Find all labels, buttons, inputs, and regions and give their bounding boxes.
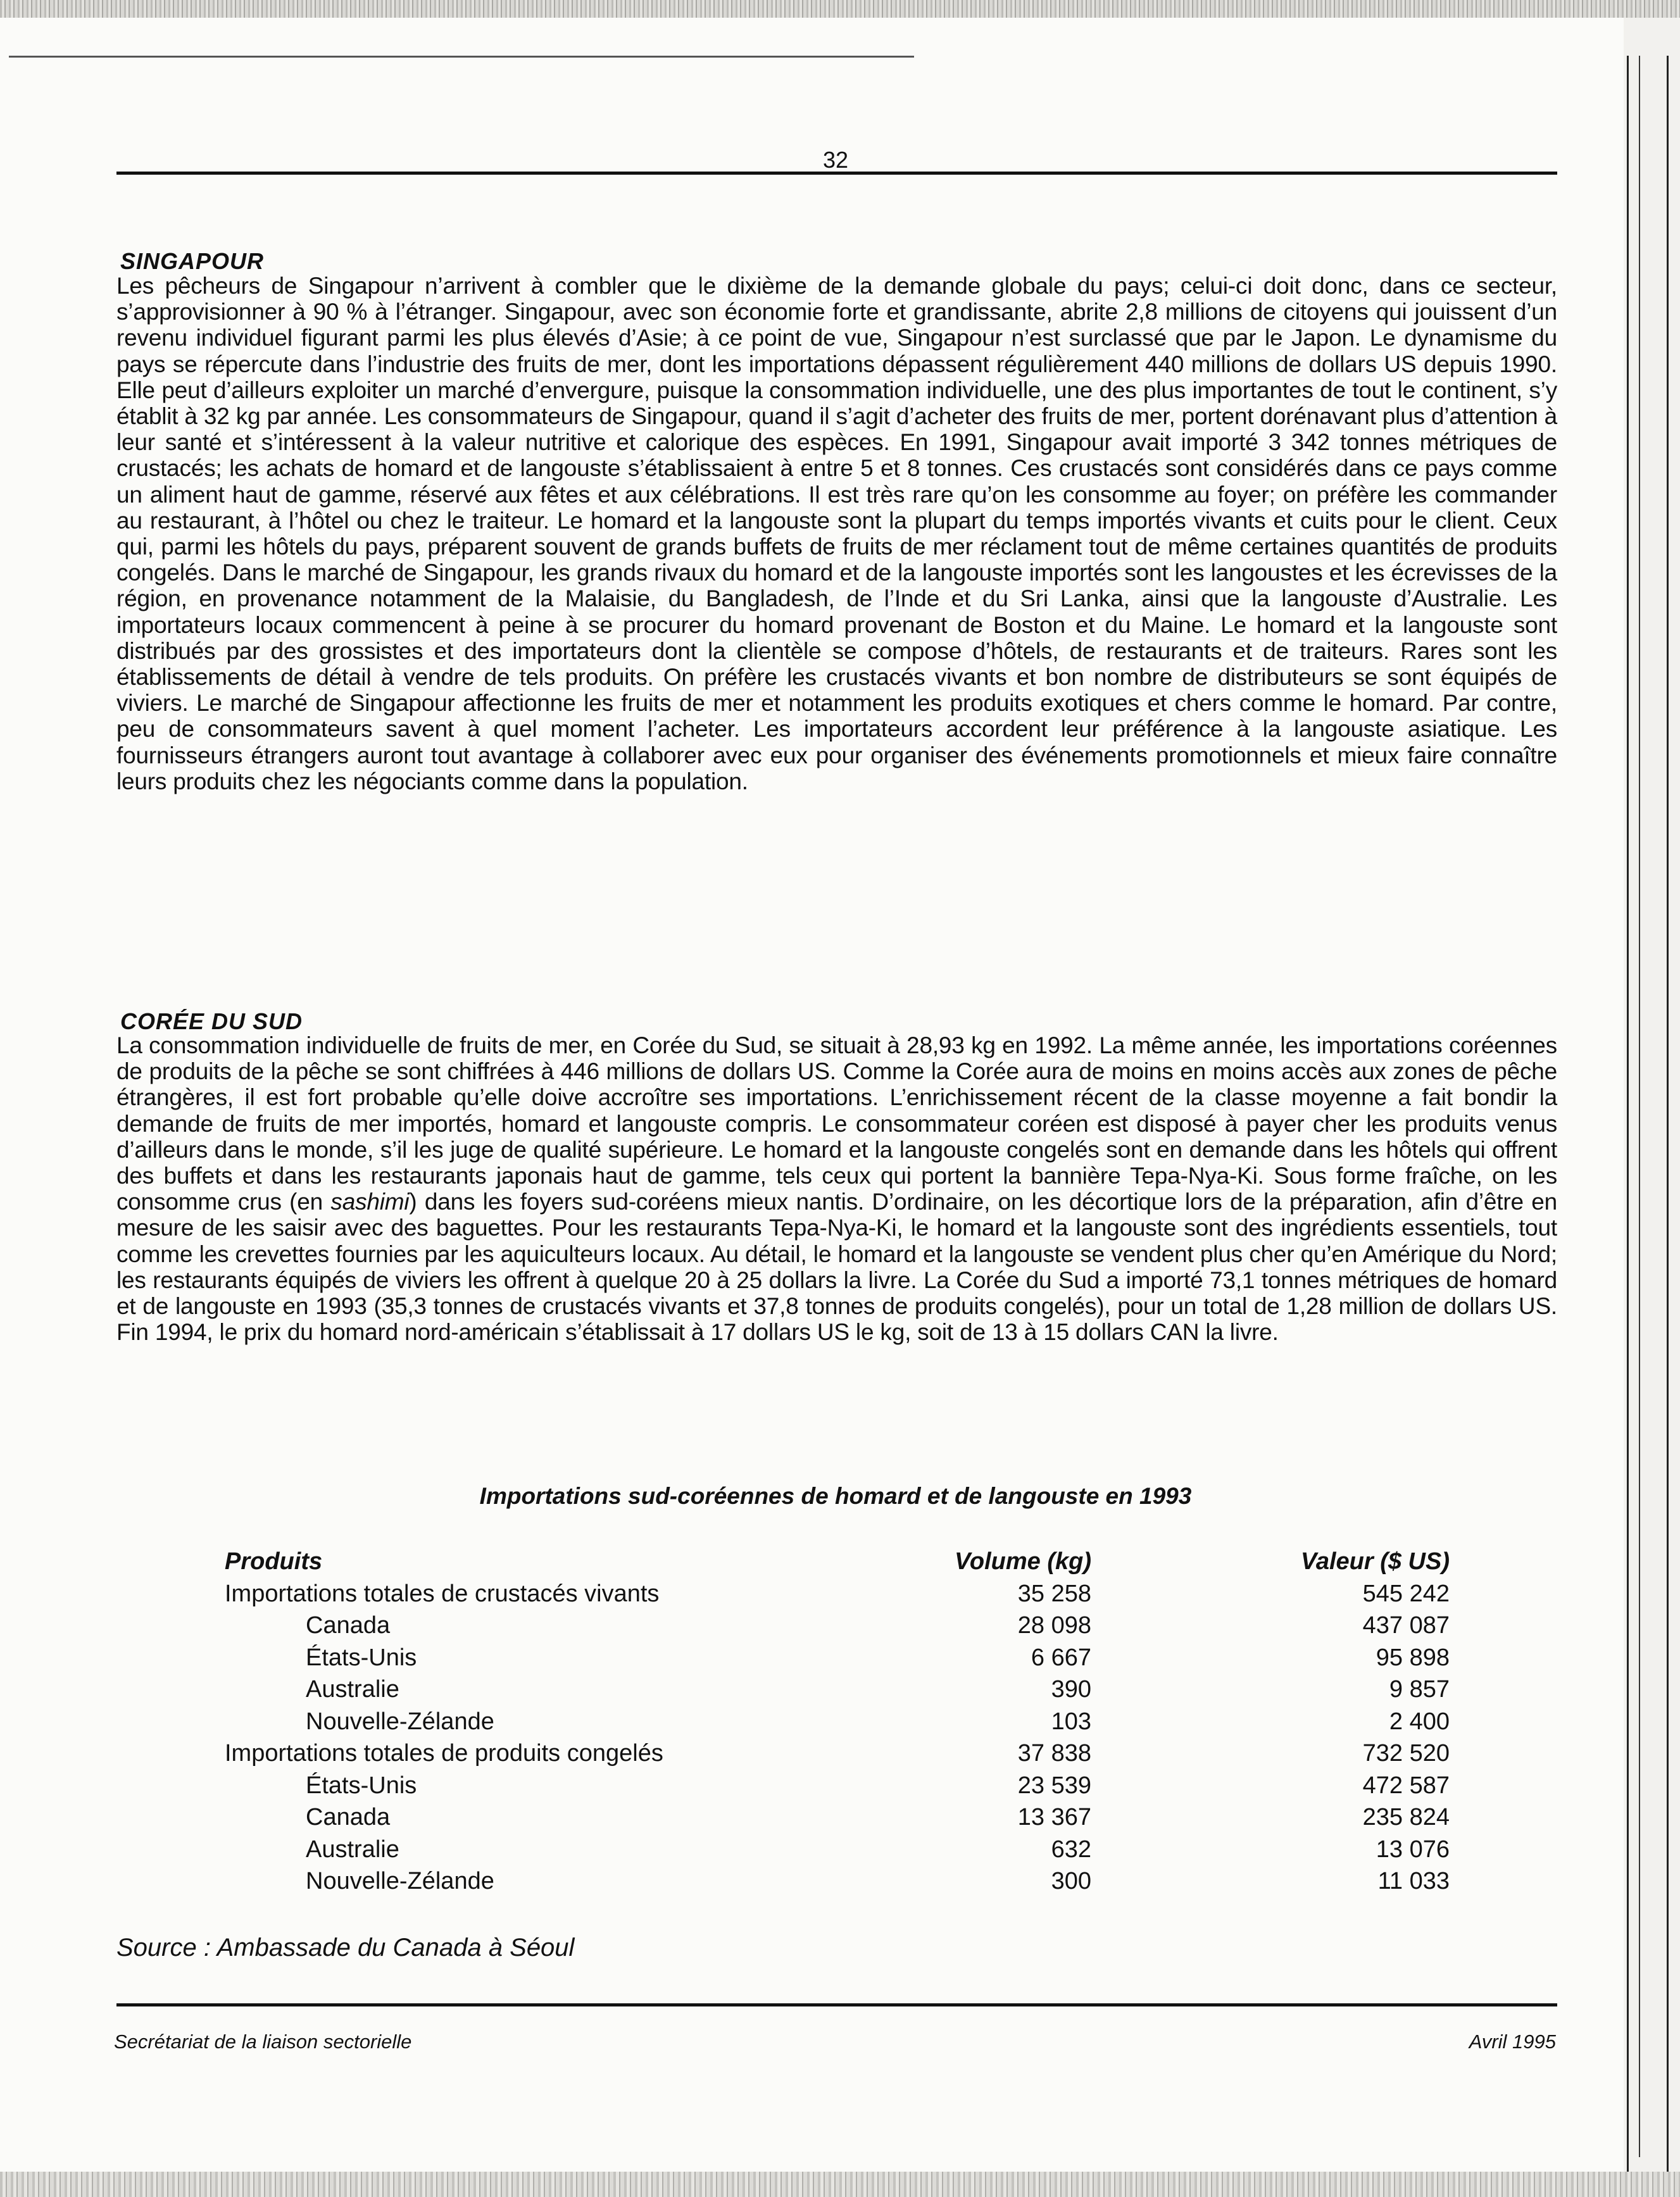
row-volume: 23 539 (1017, 1772, 1091, 1799)
table-source: Source : Ambassade du Canada à Séoul (116, 1934, 575, 1962)
column-header-volume: Volume (kg) (954, 1548, 1091, 1575)
row-value: 9 857 (1389, 1676, 1450, 1703)
row-label: Canada (306, 1804, 391, 1831)
row-volume: 37 838 (1017, 1740, 1091, 1767)
row-volume: 632 (1051, 1836, 1091, 1863)
row-volume: 103 (1051, 1708, 1091, 1735)
row-volume: 35 258 (1017, 1580, 1091, 1607)
imports-table (225, 1546, 1450, 1898)
row-value: 11 033 (1377, 1868, 1450, 1894)
table-row (225, 1674, 1450, 1706)
binder-edge (1627, 56, 1669, 2184)
scan-edge-top (0, 0, 1680, 18)
footer-date: Avril 1995 (1469, 2031, 1556, 2053)
table-row (225, 1610, 1450, 1642)
row-value: 732 520 (1362, 1740, 1450, 1767)
row-value: 13 076 (1376, 1836, 1450, 1863)
row-value: 437 087 (1362, 1612, 1450, 1639)
row-label: États-Unis (306, 1772, 417, 1799)
row-label: Nouvelle-Zélande (306, 1708, 494, 1735)
row-label: Importations totales de crustacés vivants (225, 1580, 660, 1607)
row-volume: 300 (1051, 1868, 1091, 1894)
table-row (225, 1834, 1450, 1866)
row-label: Importations totales de produits congelés (225, 1740, 663, 1767)
row-value: 95 898 (1376, 1644, 1450, 1671)
body-text-part: ) dans les foyers sud-coréens mieux nantis. D’ordinaire, on les décortique lors de la préparation, afin d’être en mesure de les saisir avec des baguettes. Pour les restaurants Tepa-Nya-Ki, le homard et la langouste sont des ingrédients essentiels, tout comme les crevettes fournies par les aquiculteurs locaux. Au détail, le homard et la langouste se vendent plus cher qu’en Amérique du Nord; les restaurants équipés de viviers les offrent à quelque 20 à 25 dollars la livre. La Corée du Sud a importé 73,1 tonnes métriques de homard et de langouste en 1993 (35,3 tonnes de crustacés vivants et 37,8 tonnes de produits congelés), pour un total de 1,28 million de dollars US. Fin 1994, le prix du homard nord-américain s’établissait à 17 dollars US le kg, soit de 13 à 15 dollars CAN la livre. (116, 1189, 1557, 1346)
column-header-produits: Produits (225, 1548, 323, 1575)
table-row (225, 1770, 1450, 1802)
scan-edge-bottom (0, 2172, 1680, 2197)
row-value: 235 824 (1362, 1804, 1450, 1831)
table-row (225, 1706, 1450, 1738)
body-text-part: La consommation individuelle de fruits de mer, en Corée du Sud, se situait à 28,93 kg en 1992. La même année, les importations coréennes de produits de la pêche se sont chiffrées à 446 millions de dollars US. Comme la Corée aura de moins en moins accès aux zones de pêche étrangères, il est fort probable qu’elle doive accroître ses importations. L’enrichissement récent de la classe moyenne a fait bondir la demande de fruits de mer importés, homard et langouste compris. Le consommateur coréen est disposé à payer cher les produits venus d’ailleurs dans le monde, s’il les juge de qualité supérieure. Le homard et la langouste congelés sont en demande dans les hôtels qui offrent des buffets et dans les restaurants japonais haut de gamme, tels ceux qui portent la bannière Tepa-Nya-Ki. Sous forme fraîche, on les consomme crus (en (116, 1032, 1557, 1215)
section-body-coree-du-sud (116, 1032, 1557, 1345)
body-text-italic: sashimi (330, 1189, 410, 1215)
row-label: Australie (306, 1836, 399, 1863)
row-label: Australie (306, 1676, 399, 1703)
table-row (225, 1737, 1450, 1770)
table-row (225, 1642, 1450, 1674)
row-value: 472 587 (1362, 1772, 1450, 1799)
table-row (225, 1578, 1450, 1610)
section-body-singapour: Les pêcheurs de Singapour n’arrivent à combler que le dixième de la demande globale du pays; celui-ci doit donc, dans ce secteur, s’approvisionner à 90 % à l’étranger. Singapour, avec son économie forte et grandissante, abrite 2,8 millions de citoyens qui jouissent d’un revenu individuel figurant parmi les plus élevés d’Asie; à ce point de vue, Singapour n’est surclassé que par le Japon. Le dynamisme du pays se répercute dans l’industrie des fruits de mer, dont les importations dépassent régulièrement 440 millions de dollars US depuis 1990. Elle peut d’ailleurs exploiter un marché d’envergure, puisque la consommation individuelle, une des plus importantes de tout le continent, s’y établit à 32 kg par année. Les consommateurs de Singapour, quand il s’agit d’acheter des fruits de mer, portent dorénavant plus d’attention à leur santé et s’intéressent à la valeur nutritive et calorique des espèces. En 1991, Singapour avait importé 3 342 tonnes métriques de crustacés; les achats de homard et de langouste s’établissaient à entre 5 et 8 tonnes. Ces crustacés sont considérés dans ce pays comme un aliment haut de gamme, réservé aux fêtes et aux célébrations. Il est très rare qu’on les consomme au foyer; on préfère les commander au restaurant, à l’hôtel ou chez le traiteur. Le homard et la langouste sont la plupart du temps importés vivants et cuits pour le client. Ceux qui, parmi les hôtels du pays, préparent souvent de grands buffets de fruits de mer réclament tout de même certaines quantités de produits congelés. Dans le marché de Singapour, les grands rivaux du homard et de la langouste importés sont les langoustes et les écrevisses de la région, en provenance notamment de la Malaisie, du Bangladesh, de l’Inde et du Sri Lanka, ainsi que la langouste d’Australie. Les importateurs locaux commencent à peine à se procurer du homard provenant de Boston et du Maine. Le homard et la langouste sont distribués par des grossistes et des importateurs dont la clientèle se compose d’hôtels, de restaurants et de traiteurs. Rares sont les établissements de détail à vendre de tels produits. On préfère les crustacés vivants et bon nombre de distributeurs se sont équipés de viviers. Le marché de Singapour affectionne les fruits de mer et notamment les produits exotiques et chers comme le homard. Par contre, peu de consommateurs savent à quel moment l’acheter. Les importateurs accordent leur préférence à la langouste asiatique. Les fournisseurs étrangers auront tout avantage à collaborer avec eux pour organiser des événements promotionnels et mieux faire connaître leurs produits chez les négociants comme dans la population. (116, 273, 1557, 794)
row-volume: 390 (1051, 1676, 1091, 1703)
section-heading-coree-du-sud: CORÉE DU SUD (120, 1008, 303, 1034)
row-label: Canada (306, 1612, 391, 1639)
table-title: Importations sud-coréennes de homard et de langouste en 1993 (479, 1483, 1192, 1509)
footer-rule (116, 2003, 1557, 2006)
row-volume: 6 667 (1031, 1644, 1091, 1671)
row-value: 545 242 (1362, 1580, 1450, 1607)
table-row (225, 1801, 1450, 1834)
page-number: 32 (822, 147, 849, 173)
header-rule (116, 172, 1557, 175)
row-volume: 28 098 (1017, 1612, 1091, 1639)
scan-top-rule (9, 56, 914, 58)
row-volume: 13 367 (1017, 1804, 1091, 1831)
row-label: États-Unis (306, 1644, 417, 1671)
table-header-row (225, 1546, 1450, 1578)
row-value: 2 400 (1389, 1708, 1450, 1735)
row-label: Nouvelle-Zélande (306, 1868, 494, 1894)
footer-organization: Secrétariat de la liaison sectorielle (114, 2031, 412, 2053)
section-heading-singapour: SINGAPOUR (120, 248, 265, 274)
column-header-valeur: Valeur ($ US) (1300, 1548, 1450, 1575)
table-row (225, 1865, 1450, 1898)
